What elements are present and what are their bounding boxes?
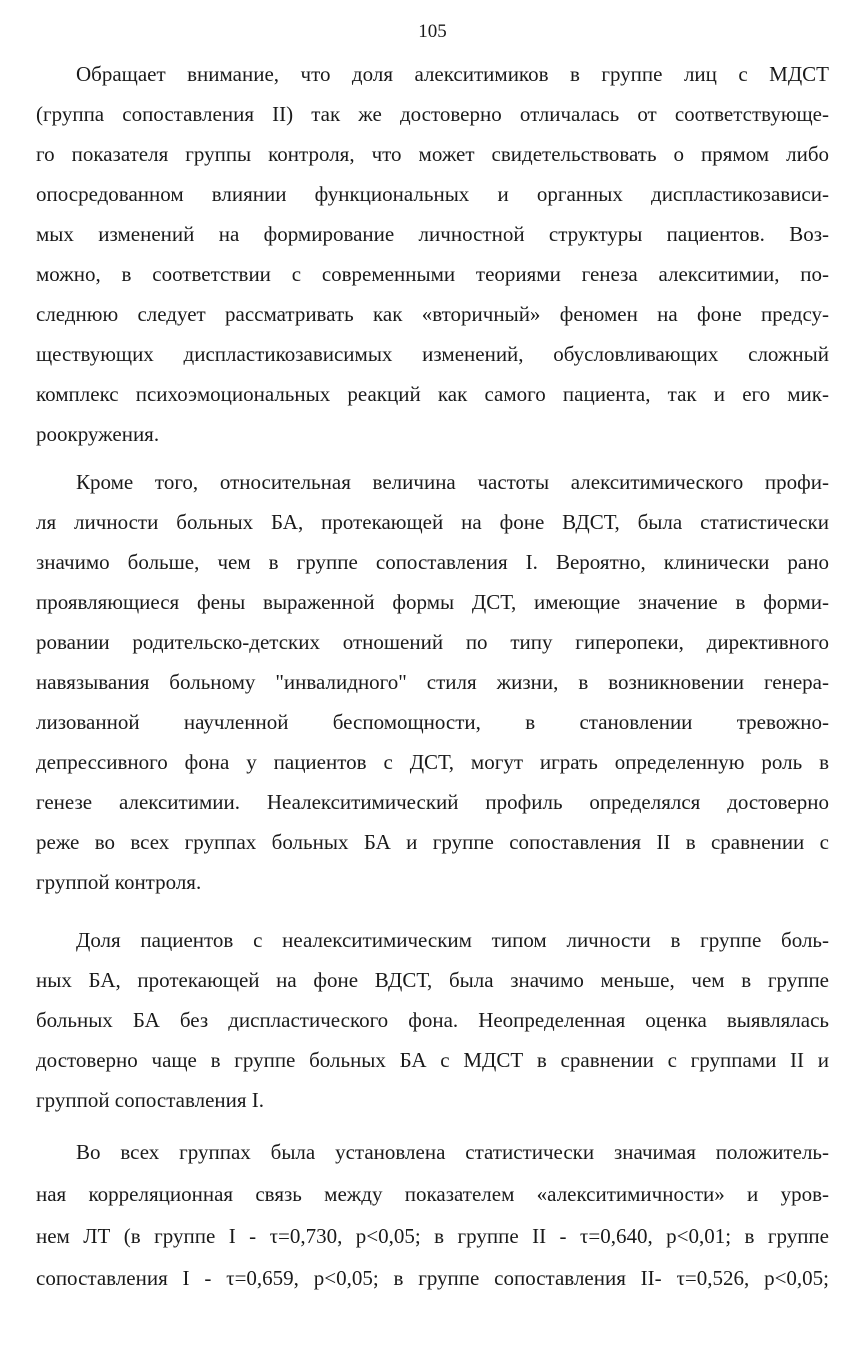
text-line: ная корреляционная связь между показателем «алекситимичности» и уров- <box>36 1182 829 1206</box>
text-line: лизованной научленной беспомощности, в становлении тревожно- <box>36 710 829 734</box>
text-line: (группа сопоставления II) так же достоверно отличалась от соответствующе- <box>36 102 829 126</box>
text-line: группой сопоставления I. <box>36 1088 265 1112</box>
text-line: го показателя группы контроля, что может свидетельствовать о прямом либо <box>36 142 829 166</box>
text-line: нем ЛТ (в группе I - τ=0,730, p<0,05; в группе II - τ=0,640, p<0,01; в группе <box>36 1224 829 1248</box>
text-line: ных БА, протекающей на фоне ВДСТ, была значимо меньше, чем в группе <box>36 968 829 992</box>
text-line: генезе алекситимии. Неалекситимический профиль определялся достоверно <box>36 790 829 814</box>
text-line: сопоставления I - τ=0,659, p<0,05; в группе сопоставления II- τ=0,526, p<0,05; <box>36 1266 829 1290</box>
text-line: проявляющиеся фены выраженной формы ДСТ, имеющие значение в форми- <box>36 590 829 614</box>
text-line: Доля пациентов с неалекситимическим типом личности в группе боль- <box>76 928 829 952</box>
text-line: Кроме того, относительная величина частоты алекситимического профи- <box>76 470 829 494</box>
text-line: Во всех группах была установлена статистически значимая положитель- <box>76 1140 829 1164</box>
text-line: навязывания больному "инвалидного" стиля жизни, в возникновении генера- <box>36 670 829 694</box>
text-line: депрессивного фона у пациентов с ДСТ, могут играть определенную роль в <box>36 750 829 774</box>
text-line: мых изменений на формирование личностной структуры пациентов. Воз- <box>36 222 829 246</box>
page-number: 105 <box>418 21 447 42</box>
text-line: роокружения. <box>36 422 160 446</box>
text-line: комплекс психоэмоциональных реакций как самого пациента, так и его мик- <box>36 382 829 406</box>
text-line: Обращает внимание, что доля алекситимиков в группе лиц с МДСТ <box>76 62 829 86</box>
text-line: больных БА без диспластического фона. Неопределенная оценка выявлялась <box>36 1008 829 1032</box>
text-line: следнюю следует рассматривать как «вторичный» феномен на фоне предсу- <box>36 302 829 326</box>
text-line: опосредованном влиянии функциональных и органных диспластикозависи- <box>36 182 829 206</box>
text-line: ля личности больных БА, протекающей на фоне ВДСТ, была статистически <box>36 510 829 534</box>
text-line: реже во всех группах больных БА и группе сопоставления II в сравнении с <box>36 830 829 854</box>
text-line: ществующих диспластикозависимых изменений, обусловливающих сложный <box>36 342 829 366</box>
text-line: ровании родительско-детских отношений по типу гиперопеки, директивного <box>36 630 829 654</box>
text-line: достоверно чаще в группе больных БА с МДСТ в сравнении с группами II и <box>36 1048 829 1072</box>
text-line: группой контроля. <box>36 870 202 894</box>
text-line: можно, в соответствии с современными теориями генеза алекситимии, по- <box>36 262 829 286</box>
text-line: значимо больше, чем в группе сопоставления I. Вероятно, клинически рано <box>36 550 829 574</box>
